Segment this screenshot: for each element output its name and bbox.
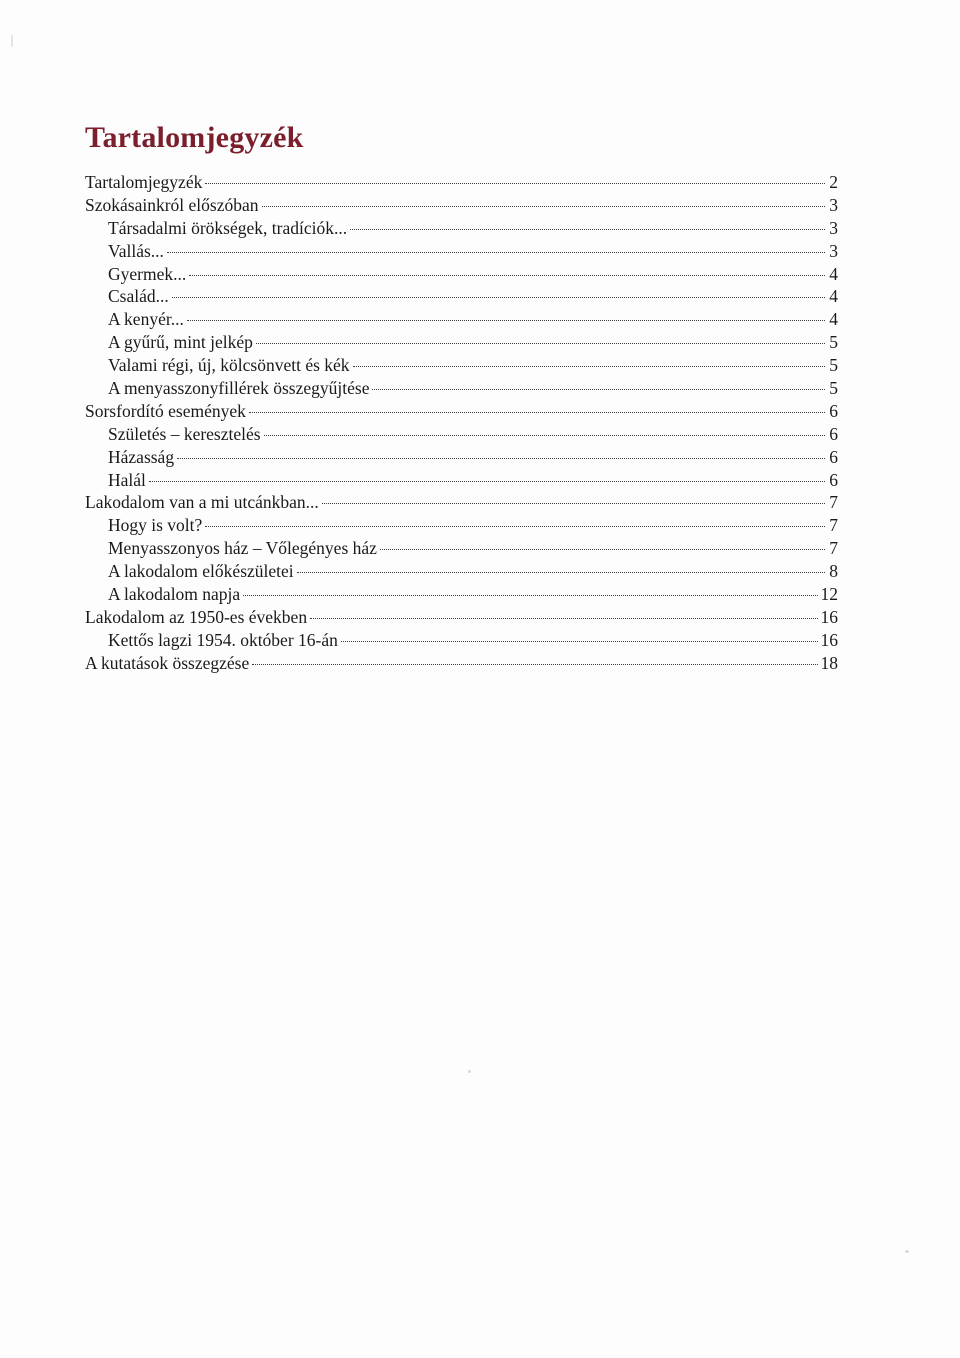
toc-page-number: 18 [820, 652, 838, 673]
dot-leader [167, 252, 825, 253]
toc-entry [85, 537, 838, 560]
table-of-contents [85, 171, 838, 675]
toc-entry [85, 377, 838, 400]
toc-entry [85, 285, 838, 308]
dot-leader [322, 503, 825, 504]
toc-entry [85, 354, 838, 377]
toc-entry [85, 491, 838, 514]
dot-leader [187, 320, 825, 321]
toc-entry [85, 194, 838, 217]
dot-leader [350, 229, 825, 230]
dot-leader [243, 595, 817, 596]
toc-page-number: 5 [829, 378, 838, 399]
toc-page-number: 8 [829, 561, 838, 582]
toc-entry-title: A kutatások összegzése [85, 652, 250, 673]
dot-leader [172, 297, 825, 298]
dot-leader [264, 435, 825, 436]
scan-speck [468, 1070, 471, 1073]
toc-page-number: 12 [820, 584, 838, 605]
toc-entry [85, 606, 838, 629]
toc-entry-title: Társadalmi örökségek, tradíciók... [108, 217, 348, 238]
scan-speck [905, 1250, 909, 1253]
toc-entry [85, 400, 838, 423]
scan-speck [11, 35, 13, 47]
toc-entry [85, 171, 838, 194]
dot-leader [353, 366, 825, 367]
toc-entry [85, 331, 838, 354]
dot-leader [177, 458, 825, 459]
toc-entry [85, 583, 838, 606]
toc-entry [85, 446, 838, 469]
toc-entry-title: Halál [108, 469, 146, 490]
toc-entry [85, 469, 838, 492]
toc-entry-title: A menyasszonyfillérek összegyűjtése [108, 378, 370, 399]
dot-leader [380, 549, 825, 550]
toc-entry-title: Házasság [108, 446, 175, 467]
toc-page-number: 5 [829, 355, 838, 376]
toc-entry-title: Lakodalom az 1950-es években [85, 606, 308, 627]
toc-entry-title: A kenyér... [108, 309, 184, 330]
toc-entry-title: Tartalomjegyzék [85, 172, 203, 192]
dot-leader [297, 572, 825, 573]
toc-entry-title: A gyűrű, mint jelkép [108, 332, 253, 353]
toc-entry [85, 560, 838, 583]
toc-entry [85, 240, 838, 263]
dot-leader [310, 618, 817, 619]
toc-entry-title: A lakodalom napja [108, 584, 241, 605]
dot-leader [249, 412, 825, 413]
toc-page-number: 16 [820, 629, 838, 650]
dot-leader [205, 183, 825, 184]
toc-entry-title: A lakodalom előkészületei [108, 561, 294, 582]
toc-entry [85, 629, 838, 652]
toc-page-number: 7 [829, 492, 838, 513]
toc-entry-title: Vallás... [108, 240, 164, 261]
dot-leader [252, 664, 817, 665]
toc-entry [85, 217, 838, 240]
toc-page-number: 5 [829, 332, 838, 353]
page-title: Tartalomjegyzék [85, 121, 304, 154]
toc-page-number: 16 [820, 606, 838, 627]
toc-page-number: 6 [829, 446, 838, 467]
toc-entry-title: Kettős lagzi 1954. október 16-án [108, 629, 338, 650]
toc-entry-title: Valami régi, új, kölcsönvett és kék [108, 355, 350, 376]
toc-entry [85, 308, 838, 331]
dot-leader [256, 343, 825, 344]
toc-entry-title: Gyermek... [108, 263, 187, 284]
toc-entry [85, 652, 838, 675]
toc-page-number: 4 [829, 309, 838, 330]
toc-entry [85, 263, 838, 286]
toc-entry [85, 423, 838, 446]
toc-entry-title: Lakodalom van a mi utcánkban... [85, 492, 319, 513]
toc-page-number: 6 [829, 469, 838, 490]
dot-leader [189, 275, 825, 276]
toc-entry-title: Sorsfordító események [85, 400, 246, 421]
toc-page-number: 7 [829, 515, 838, 536]
toc-page-number: 3 [829, 217, 838, 238]
toc-entry-title: Szokásainkról előszóban [85, 194, 259, 215]
toc-page-number: 6 [829, 423, 838, 444]
toc-page-number: 4 [829, 263, 838, 284]
toc-page-number: 7 [829, 538, 838, 559]
dot-leader [205, 526, 825, 527]
toc-entry-title: Hogy is volt? [108, 515, 203, 536]
toc-entry-title: Menyasszonyos ház – Vőlegényes ház [108, 538, 377, 559]
dot-leader [372, 389, 825, 390]
dot-leader [341, 641, 818, 642]
toc-page-number: 3 [829, 240, 838, 261]
toc-entry-title: Család... [108, 286, 169, 307]
dot-leader [149, 481, 825, 482]
toc-entry [85, 514, 838, 537]
toc-page-number: 4 [829, 286, 838, 307]
toc-page-number: 3 [829, 194, 838, 215]
toc-page-number: 2 [829, 172, 838, 192]
dot-leader [262, 206, 826, 207]
toc-entry-title: Születés – keresztelés [108, 423, 261, 444]
toc-page-number: 6 [829, 400, 838, 421]
